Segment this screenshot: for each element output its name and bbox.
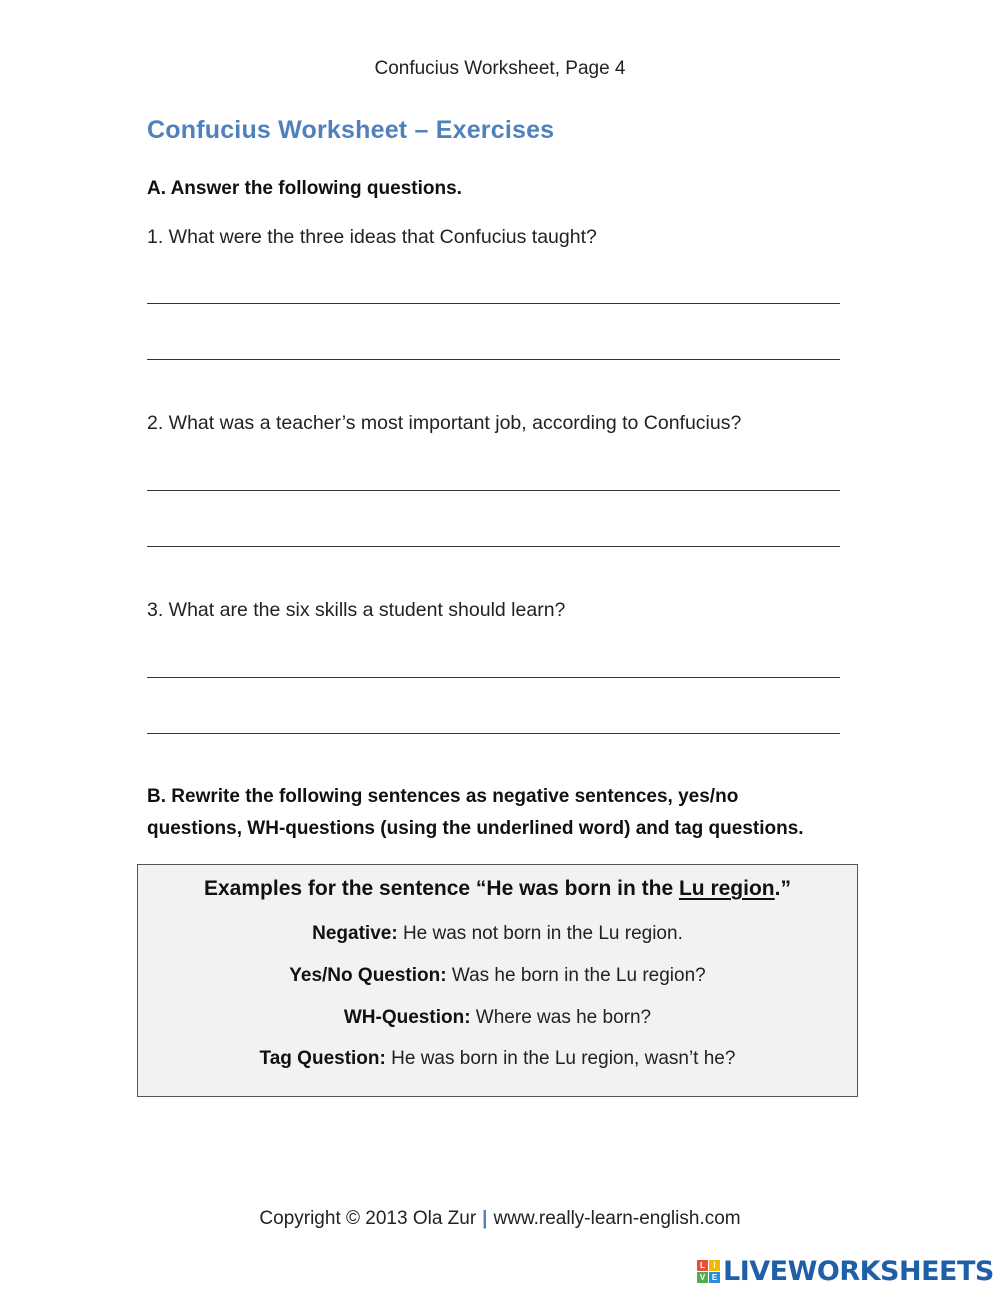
liveworksheets-wordmark: LIVEWORKSHEETS — [723, 1255, 994, 1287]
question-2: 2. What was a teacher’s most important job, according to Confucius? — [147, 412, 742, 434]
logo-tile: I — [709, 1260, 720, 1271]
footer-website[interactable]: www.really-learn-english.com — [493, 1208, 741, 1229]
example-tag-question: Tag Question: He was born in the Lu region, wasn’t he? — [259, 1048, 736, 1069]
section-a-heading: A. Answer the following questions. — [147, 178, 462, 199]
footer-separator: | — [482, 1208, 488, 1229]
answer-line-2a[interactable] — [147, 490, 840, 491]
copyright-footer: Copyright © 2013 Ola Zur | www.really-learn-english.com — [259, 1208, 741, 1229]
answer-line-2b[interactable] — [147, 546, 840, 547]
answer-line-3a[interactable] — [147, 677, 840, 678]
answer-line-1a[interactable] — [147, 303, 840, 304]
answer-line-1b[interactable] — [147, 359, 840, 360]
section-b-heading-line2: questions, WH-questions (using the underlined word) and tag questions. — [147, 818, 804, 839]
section-b-heading-line1: B. Rewrite the following sentences as negative sentences, yes/no — [147, 786, 739, 807]
logo-tile: L — [697, 1260, 708, 1271]
logo-tile: V — [697, 1272, 708, 1283]
underlined-word: Lu region — [678, 877, 775, 900]
worksheet-title: Confucius Worksheet – Exercises — [147, 116, 555, 144]
question-1: 1. What were the three ideas that Confucius taught? — [147, 226, 597, 248]
liveworksheets-logo-icon — [697, 1260, 720, 1283]
question-3: 3. What are the six skills a student should learn? — [147, 599, 566, 621]
example-negative: Negative: He was not born in the Lu region. — [312, 923, 683, 944]
liveworksheets-brand[interactable] — [697, 1256, 994, 1286]
examples-title: Examples for the sentence “He was born in the Lu region.” — [204, 877, 791, 900]
example-yes-no-question: Yes/No Question: Was he born in the Lu region? — [289, 965, 706, 986]
examples-box — [137, 864, 858, 1097]
logo-tile: E — [709, 1272, 720, 1283]
answer-line-3b[interactable] — [147, 733, 840, 734]
page-header: Confucius Worksheet, Page 4 — [374, 58, 626, 79]
example-wh-question: WH-Question: Where was he born? — [343, 1007, 652, 1028]
